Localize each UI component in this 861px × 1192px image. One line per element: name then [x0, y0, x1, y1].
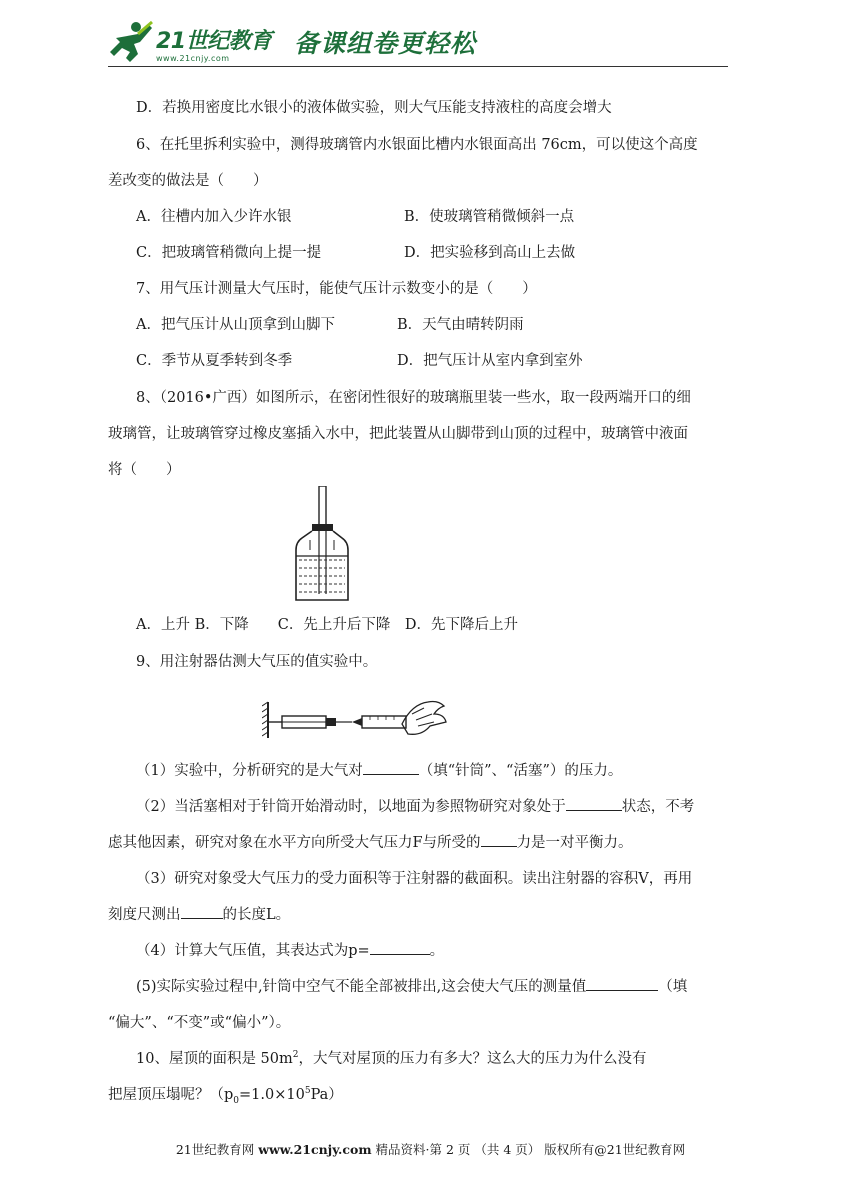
- q9-part4-text: （4）计算大气压值，其表达式为p=: [136, 943, 370, 959]
- footer-page-info: 精品资料·第 2 页 （共 4 页） 版权所有@21世纪教育网: [375, 1142, 686, 1157]
- q9-part3-cont-end: 的长度L。: [222, 907, 291, 923]
- q7-option-a: A．把气压计从山顶拿到山脚下: [136, 317, 335, 333]
- q8-stem-end: 将（ ）: [108, 462, 181, 478]
- q10-exponent: 2: [292, 1050, 299, 1061]
- logo-text: 21世纪教育: [156, 29, 272, 54]
- logo-url: www.21cnjy.com: [156, 54, 230, 63]
- q6-option-d: D．把实验移到高山上去做: [404, 245, 576, 261]
- q9-part5: [136, 975, 687, 996]
- q9-stem: 9、用注射器估测大气压的值实验中。: [136, 654, 378, 670]
- q9-part2-cont-text: 虑其他因素，研究对象在水平方向所受大气压力F与所受的: [108, 835, 481, 851]
- q10-cont-text: 把屋顶压塌呢？（p: [108, 1087, 234, 1103]
- q9-part2-cont: [108, 831, 633, 852]
- runner-logo-icon: [108, 20, 154, 64]
- q5-option-d: D．若换用密度比水银小的液体做实验，则大气压能支持液柱的高度会增大: [136, 100, 612, 116]
- q9-part5-cont: “偏大”、“不变”或“偏小”）。: [108, 1015, 291, 1031]
- q10-stem: [136, 1047, 647, 1068]
- q10-text-end: ，大气对屋顶的压力有多大？这么大的压力为什么没有: [298, 1051, 647, 1067]
- q9-part2: [136, 795, 694, 816]
- q6-option-b: B．使玻璃管稍微倾斜一点: [404, 209, 575, 225]
- q9-part2-text-end: 状态，不考: [621, 799, 695, 815]
- q9-part2-text: （2）当活塞相对于针筒开始滑动时，以地面为参照物研究对象处于: [136, 799, 566, 815]
- q6-stem: 6、在托里拆利实验中，测得玻璃管内水银面比槽内水银面高出 76cm，可以使这个高度: [136, 137, 698, 153]
- answer-blank[interactable]: [181, 904, 223, 919]
- q9-part2-cont-end: 力是一对平衡力。: [516, 835, 633, 851]
- q10-subscript: 0: [233, 1095, 240, 1106]
- footer-url[interactable]: www.21cnjy.com: [258, 1142, 372, 1157]
- q7-option-c: C．季节从夏季转到冬季: [136, 353, 293, 369]
- q6-option-a: A．往槽内加入少许水银: [136, 209, 292, 225]
- q7-option-d: D．把气压计从室内拿到室外: [397, 353, 583, 369]
- q8-stem-cont: 玻璃管，让玻璃管穿过橡皮塞插入水中，把此装置从山脚带到山顶的过程中，玻璃管中液面: [108, 426, 688, 442]
- page-header: [108, 18, 728, 70]
- q10-power: 5: [304, 1086, 311, 1097]
- syringe-diagram: [262, 694, 448, 744]
- q9-part3-cont-text: 刻度尺测出: [108, 907, 181, 923]
- q6-stem-cont: 差改变的做法是（ ）: [108, 173, 268, 189]
- q7-option-b: B．天气由晴转阴雨: [397, 317, 524, 333]
- q9-part4-text-end: 。: [429, 943, 445, 959]
- q10-unit: Pa）: [310, 1087, 343, 1103]
- page-footer: [0, 1140, 861, 1158]
- q9-part5-text: (5)实际实验过程中,针筒中空气不能全部被排出,这会使大气压的测量值: [136, 979, 587, 995]
- q9-part1: [136, 759, 622, 780]
- q9-part1-text-end: （填“针筒”、“活塞”）的压力。: [418, 763, 623, 779]
- q9-part5-text-end: （填: [658, 979, 688, 995]
- answer-blank[interactable]: [566, 796, 622, 811]
- answer-blank[interactable]: [586, 976, 658, 991]
- answer-blank[interactable]: [370, 940, 430, 955]
- q9-part4: [136, 939, 444, 960]
- q8-stem: 8、（2016•广西）如图所示，在密闭性很好的玻璃瓶里装一些水，取一段两端开口的细: [136, 390, 691, 406]
- q10-stem-cont: [108, 1083, 343, 1106]
- header-slogan: 备课组卷更轻松: [294, 29, 477, 58]
- q7-stem: 7、用气压计测量大气压时，能使气压计示数变小的是（ ）: [136, 281, 537, 297]
- header-divider: [108, 66, 728, 67]
- q8-options: A．上升 B．下降 C．先上升后下降 D．先下降后上升: [136, 617, 518, 633]
- footer-site-name: 21世纪教育网: [175, 1142, 255, 1157]
- q6-option-c: C．把玻璃管稍微向上提一提: [136, 245, 322, 261]
- q9-part3: （3）研究对象受大气压力的受力面积等于注射器的截面积。读出注射器的容积V，再用: [136, 871, 693, 887]
- answer-blank[interactable]: [481, 832, 517, 847]
- q10-value: =1.0×10: [239, 1087, 305, 1103]
- q9-part3-cont: [108, 903, 290, 924]
- bottle-diagram: [294, 486, 350, 604]
- q10-text: 10、屋顶的面积是 50m: [136, 1051, 293, 1067]
- answer-blank[interactable]: [363, 760, 419, 775]
- q9-part1-text: （1）实验中，分析研究的是大气对: [136, 763, 363, 779]
